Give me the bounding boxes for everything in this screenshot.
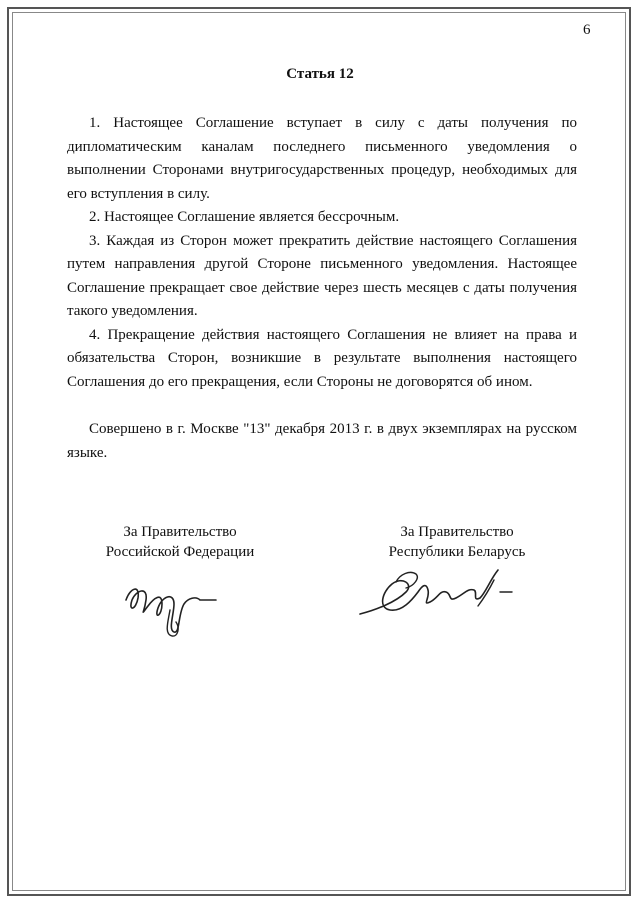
signatory-belarus	[357, 522, 557, 562]
page-number: 6	[583, 22, 591, 38]
signatory-belarus-line2: Республики Беларусь	[388, 544, 526, 560]
paragraph-4: 4. Прекращение действия настоящего Соглашения не влияет на права и обязательства Сторон, возникшие в результате выполнения настоящего Соглашения до его прекращения, если Стороны не договорятся об ином.	[67, 326, 577, 390]
signatory-russia-line2: Российской Федерации	[105, 544, 255, 560]
signature-belarus	[356, 562, 516, 622]
signature-russia	[118, 570, 228, 640]
closing-text: Совершено в г. Москве "13" декабря 2013 г. в двух экземплярах на русском языке.	[67, 421, 577, 461]
closing-statement	[67, 418, 577, 465]
signatory-russia-line1: За Правительство	[123, 524, 237, 540]
signatory-belarus-line1: За Правительство	[400, 524, 514, 540]
paragraph-1: 1. Настоящее Соглашение вступает в силу с даты получения по дипломатическим каналам последнего письменного уведомления о выполнении Сторонами внутригосударственных процедур, необходимых для его вступления в силу.	[67, 115, 577, 202]
paragraph-2: 2. Настоящее Соглашение является бессрочным.	[89, 209, 400, 225]
article-body	[67, 112, 577, 394]
article-heading: Статья 12	[286, 66, 354, 82]
paragraph-3: 3. Каждая из Сторон может прекратить действие настоящего Соглашения путем направления другой Стороне письменного уведомления. Настоящее Соглашение прекращает свое действие через шесть месяцев с даты получения такого уведомления.	[67, 232, 577, 319]
signatory-russia	[80, 522, 280, 562]
